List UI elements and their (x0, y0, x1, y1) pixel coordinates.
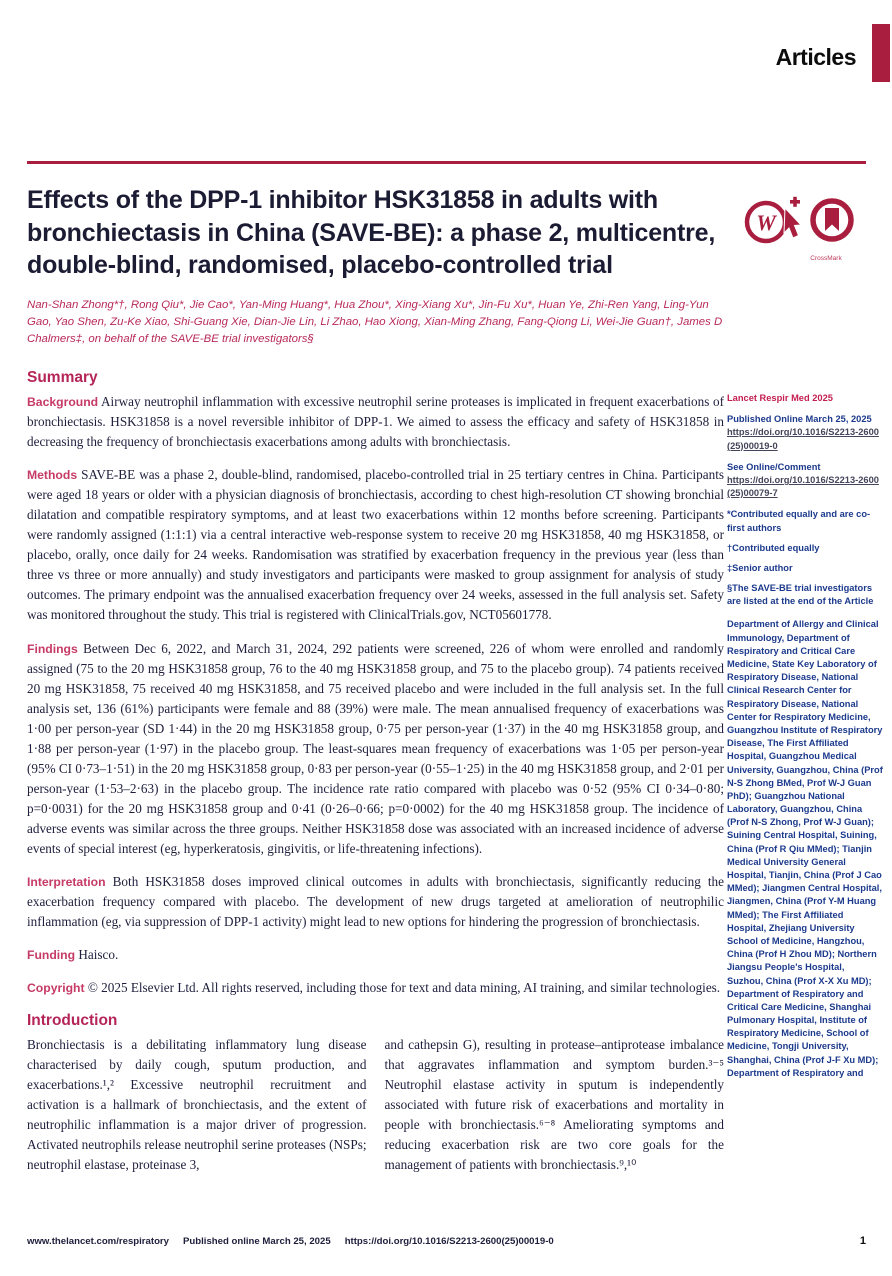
comment-doi-link[interactable]: https://doi.org/10.1016/S2213-2600(25)00079-7 (727, 474, 879, 499)
page-section-label: Articles (775, 44, 856, 70)
copyright-text: © 2025 Elsevier Ltd. All rights reserved, including those for text and data mining, AI training, and similar technologies. (87, 980, 721, 996)
page-number: 1 (859, 1235, 866, 1247)
footer-doi-link[interactable]: https://doi.org/10.1016/S2213-2600(25)00019-0 (344, 1236, 554, 1247)
summary-methods-paragraph (27, 465, 724, 626)
published-doi-link[interactable]: https://doi.org/10.1016/S2213-2600(25)00019-0 (727, 427, 879, 451)
footnote-co-first-authors: *Contributed equally and are co-first authors (727, 509, 871, 533)
footer-journal-url[interactable]: www.thelancet.com/respiratory (27, 1236, 169, 1247)
see-online-comment-block (727, 461, 883, 501)
summary-heading: Summary (27, 368, 98, 386)
journal-reference: Lancet Respir Med 2025 (727, 393, 833, 403)
crossmark-icon[interactable] (813, 201, 851, 239)
web-extra-icon[interactable] (747, 197, 801, 241)
published-online-text: Published Online March 25, 2025 (727, 414, 872, 425)
article-badges (742, 192, 870, 264)
sidebar (727, 392, 883, 1080)
methods-label: Methods (27, 468, 78, 483)
articles-crimson-bar (872, 24, 890, 82)
introduction-heading: Introduction (27, 1011, 118, 1029)
page-footer (27, 1235, 866, 1247)
footnote-contributed-equally: †Contributed equally (727, 542, 820, 553)
summary-copyright-paragraph (27, 978, 724, 998)
summary-findings-paragraph (27, 639, 724, 860)
funding-label: Funding (27, 948, 76, 963)
affiliations-text: Department of Allergy and Clinical Immunology, Department of Respiratory and Critical Care Medicine, State Key Laboratory of Respiratory Disease, National Clinical Research Center for Respiratory Disease, National Center for Respiratory Medicine, Guangzhou Institute of Respiratory Disease, The First Affiliated Hospital, Guangzhou Medical University, Guangzhou, China (Prof N-S Zhong BMed, Prof W-J Guan PhD); Guangzhou National Laboratory, Guangzhou, China (Prof N-S Zhong, Prof W-J Guan); Suining Central Hospital, Suining, China (Prof R Qiu MMed); Tianjin Medical University General Hospital, Tianjin, China (Prof J Cao MMed); Jiangmen Central Hospital, Jiangmen, China (Prof Y-M Huang MMed); The First Affiliated Hospital, Zhejiang University School of Medicine, Hangzhou, China (Prof H Zhou MD); Northern Jiangsu People's Hospital, Suzhou, China (Prof X-X Xu MD); Department of Respiratory and Critical Care Medicine, Shanghai Pulmonary Hospital, Institute of Respiratory Medicine, School of Medicine, Tongji University, Shanghai, China (Prof J-F Xu MD); Department of Respiratory and (727, 619, 883, 1078)
svg-text:W: W (756, 210, 776, 235)
title-divider-rule (27, 161, 866, 164)
crossmark-label: CrossMark (810, 255, 842, 262)
summary-interpretation-paragraph (27, 872, 724, 932)
footer-published-online: Published online March 25, 2025 (183, 1236, 331, 1247)
introduction-section (27, 1012, 724, 1175)
main-column (27, 184, 724, 1175)
funding-text: Haisco. (78, 947, 119, 963)
findings-text: Between Dec 6, 2022, and March 31, 2024, 292 patients were screened, 226 of whom were enrolled and randomly assigned (75 to the 20 mg HSK31858 group, 76 to the 40 mg HSK31858 group, and 75 to the placebo group). 74 patients received 20 mg HSK31858, 75 received 40 mg HSK31858, and 75 received placebo and were included in the full analysis set. In the full analysis set, 136 (61%) participants were female and 88 (39%) were male. The mean annualised frequency of exacerbations was 1·00 per person-year (SD 1·44) in the 20 mg HSK31858 group, 0·75 per person-year (1·37) in the 40 mg HSK31858 group, and 1·88 per person-year (1·97) in the placebo group. The least-squares mean frequency of exacerbations was 1·05 per person-year (95% CI 0·73–1·51) in the 20 mg HSK31858 group, 0·83 per person-year (0·55–1·25) in the 40 mg HSK31858 group, and 2·01 per person-year (1·53–2·63) in the placebo group. The incidence rate ratio compared with placebo was 0·52 (95% CI 0·34–0·80; p=0·0031) for the 20 mg HSK31858 group and 0·41 (0·26–0·66; p=0·0002) for the 40 mg HSK31858 group. The incidence of adverse events was similar across the three groups. Neither HSK31858 dose was associated with an increased incidence of adverse events of special interest (eg, hyperkeratosis, gingivitis, or life-threatening infections). (27, 640, 724, 857)
methods-text: SAVE-BE was a phase 2, double-blind, randomised, placebo-controlled trial in 25 tertiary centres in China. Participants were aged 18 years or older with a physician diagnosis of bronchiectasis, according to chest high-resolution CT showing bronchial dilatation and compatible respiratory symptoms, and at least two exacerbations within 12 months before screening. Participants were randomly assigned (1:1:1) via a central interactive web-response system to receive 20 mg HSK31858, 40 mg HSK31858, or placebo, orally, once daily for 24 weeks. Randomisation was stratified by exacerbation frequency in the previous year (less than three vs three or more annually) and study investigators and participants were masked to group assignment for analysis of study outcomes. The primary endpoint was the annualised exacerbation frequency over 24 weeks, assessed in the full analysis set. Safety was monitored throughout the study. This trial is registered with ClinicalTrials.gov, NCT05601778. (27, 467, 725, 623)
introduction-column-2: and cathepsin G), resulting in protease–antiprotease imbalance that aggravates inflammation and symptom burden.³⁻⁵ Neutrophil elastase activity in sputum is independently associated with future risk of exacerbations and mortality in people with bronchiectasis.⁶⁻⁸ Ameliorating symptoms and reducing exacerbation risk are two core goals for the management of patients with bronchiectasis.⁹,¹⁰ (384, 1036, 724, 1172)
interpretation-label: Interpretation (27, 875, 106, 890)
article-title: Effects of the DPP-1 inhibitor HSK31858 in adults with bronchiectasis in China (SAVE-BE): a phase 2, multicentre, double-blind, randomised, placebo-controlled trial (27, 186, 716, 279)
footnote-senior-author: ‡Senior author (727, 562, 793, 573)
see-online-comment-label: See Online/Comment (727, 461, 821, 472)
published-online-block (727, 413, 883, 453)
copyright-label: Copyright (27, 981, 85, 996)
findings-label: Findings (27, 641, 78, 656)
interpretation-text: Both HSK31858 doses improved clinical outcomes in adults with bronchiectasis, significantly reducing the exacerbation frequency compared with placebo. The development of new drugs targeted at amelioration of neutrophilic inflammation (eg, via suppression of DPP-1 activity) might lead to new options for hindering the progression of bronchiectasis. (27, 874, 724, 930)
summary-funding-paragraph (27, 945, 724, 965)
summary-background-paragraph (27, 392, 724, 452)
background-text: Airway neutrophil inflammation with excessive neutrophil serine proteases is implicated in frequent exacerbations of bronchiectasis. HSK31858 is a novel reversible inhibitor of DPP-1. We aimed to assess the efficacy and safety of HSK31858 in decreasing the frequency of bronchiectasis exacerbations among adults with bronchiectasis. (27, 393, 724, 449)
introduction-column-1: Bronchiectasis is a debilitating inflammatory lung disease characterised by daily cough, sputum production, and exacerbations.¹,² Excessive neutrophil recruitment and activation is a hallmark of bronchiectasis, and the extent of neutrophilic inflammation is a major driver of progression. Activated neutrophils release neutrophil serine proteases (NSPs; neutrophil elastase, proteinase 3, (27, 1036, 367, 1172)
background-label: Background (27, 394, 99, 409)
author-list: Nan-Shan Zhong*†, Rong Qiu*, Jie Cao*, Yan-Ming Huang*, Hua Zhou*, Xing-Xiang Xu*, Jin-Fu Xu*, Huan Ye, Zhi-Ren Yang, Ling-Yun Gao, Yao Shen, Zu-Ke Xiao, Shi-Guang Xie, Dian-Jie Lin, Li Zhao, Hao Xiong, Xian-Ming Zhang, Fang-Qiong Li, Wei-Jie Guan†, James D Chalmers‡, on behalf of the SAVE-BE trial investigators§ (27, 298, 723, 345)
footnote-trial-investigators: §The SAVE-BE trial investigators are listed at the end of the Article (727, 583, 874, 607)
